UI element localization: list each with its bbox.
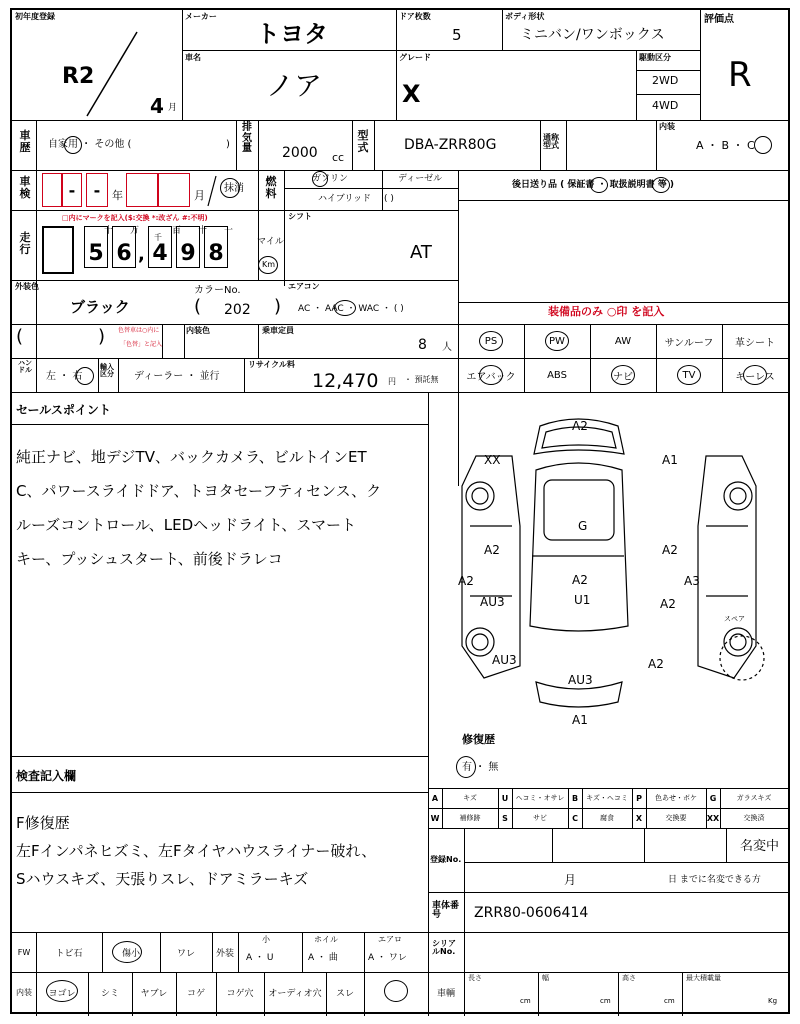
later-docs: 後日送り品 ( 保証書 ・ 取扱説明書 等 ) [512, 180, 675, 190]
sales-points-title: セールスポイント [16, 403, 111, 417]
mileage-digit-2: 5 [84, 226, 108, 268]
history-close: ) [226, 139, 230, 150]
color-number-value: 202 [224, 302, 251, 318]
int-item: ヤブレ [140, 988, 168, 999]
first-registration-era: R2 [62, 64, 95, 89]
length-unit: cm [520, 997, 531, 1005]
fw-item-circle [112, 941, 142, 963]
equipment-circle [743, 365, 767, 385]
sales-point-line: キー、プッシュスタート、前後ドラレコ [16, 550, 283, 568]
color-number-open: ( [194, 296, 202, 317]
legend-meaning: 腐食 [600, 814, 614, 822]
legend-meaning: 交換済 [743, 814, 765, 822]
diagram-label-front-left: XX [484, 453, 501, 467]
equipment-item: TV [682, 369, 696, 381]
inspection-dash1: - [68, 180, 76, 200]
maker-value: トヨタ [256, 20, 328, 48]
ext-small-label: 小 [262, 935, 270, 944]
int-item: スレ [335, 988, 354, 999]
first-registration-label: 初年度登録 [15, 12, 55, 21]
fw-label: FW [17, 947, 31, 957]
equipment-circle [545, 331, 569, 351]
sales-point-line: ルーズコントロール、LEDヘッドライト、スマート [16, 516, 357, 534]
inspection-year-box1 [62, 173, 82, 207]
mileage-digit-5: 9 [176, 226, 200, 268]
aero-label: エアロ [378, 935, 402, 944]
serial-label: シリアルNo. [432, 939, 456, 956]
diagram-label-left-rear-door: AU3 [480, 595, 505, 609]
fuel-diesel: ディーゼル [398, 174, 443, 184]
inspection-year-unit: 年 [112, 189, 123, 202]
diagram-label-center2: U1 [574, 593, 591, 607]
diagram-label-front-right: A1 [662, 453, 678, 467]
legend-code: W [430, 813, 440, 823]
drive-4wd: 4WD [652, 99, 679, 112]
height-unit: cm [664, 997, 675, 1005]
int-item: シミ [100, 988, 119, 999]
spare-tire [720, 636, 764, 680]
inspection-notes-title: 検査記入欄 [16, 769, 77, 783]
shift-label: シフト [288, 212, 312, 221]
right-front-wheel [724, 482, 752, 510]
aircon-label: エアコン [288, 282, 320, 291]
chassis-number: ZRR80-0606414 [474, 905, 589, 921]
repair-yes-circle [456, 756, 476, 778]
inspection-expired: 抹消 [224, 183, 244, 194]
capacity-label: 乗車定員 [262, 326, 294, 335]
right-front-wheel-hub [730, 488, 746, 504]
legend-code: B [571, 793, 579, 803]
interior-grade-circle [754, 136, 772, 154]
car-damage-diagram [432, 396, 786, 730]
color-number-label: カラーNo. [194, 285, 241, 296]
registration-slash [82, 30, 142, 120]
right-rear-wheel [724, 628, 752, 656]
fw-item: トビ石 [55, 948, 83, 959]
registration-day-note: 日 までに名変できる方 [668, 875, 761, 885]
displacement-value: 2000 [282, 145, 318, 161]
legend-code: G [709, 793, 717, 803]
equipment-circle [677, 365, 701, 385]
mileage-comma: , [138, 244, 145, 265]
inspection-expired-circle [220, 178, 240, 198]
equipment-item: キーレス [735, 371, 775, 383]
name-change: 名変中 [740, 839, 780, 854]
interior-grade-value: A ・ B ・ C [696, 139, 755, 152]
left-rear-wheel-hub [472, 634, 488, 650]
left-side-outline [462, 453, 520, 678]
equipment-item: PW [549, 335, 565, 347]
color-change-note-1: 色替車は○内に [118, 327, 160, 334]
model-label: 型式 [357, 129, 369, 154]
recycle-label: リサイクル料 [248, 360, 295, 369]
history-private-circle [64, 136, 82, 154]
inspection-month-box2 [158, 173, 190, 207]
diagram-label-bottom: A1 [572, 713, 588, 727]
grade-value: X [402, 80, 421, 108]
mileage-note: □内にマークを記入($:交換 *:改ざん #:不明) [62, 214, 208, 222]
mileage-unit-man: 万 [130, 226, 140, 236]
equipment-item: PS [484, 335, 498, 347]
legend-meaning: 色あせ・ボケ [655, 794, 697, 802]
height-label: 高さ [622, 974, 636, 982]
fw-item: ワレ [176, 948, 195, 959]
ext-label: 外装 [215, 948, 234, 959]
legend-meaning: キズ [463, 794, 477, 802]
fw-item: 傷小 [121, 948, 140, 959]
mileage-unit-juu2: 十 [198, 226, 208, 236]
diagram-label-spare: スペア [724, 615, 745, 623]
diagram-label-center1: A2 [572, 573, 588, 587]
legend-meaning: ガラスキズ [736, 794, 772, 802]
import-label: 輸入区分 [100, 363, 114, 378]
maker-label: メーカー [185, 12, 217, 21]
diagram-label-left-side: A2 [458, 574, 474, 588]
exterior-color-value: ブラック [70, 298, 130, 316]
int-item: コゲ穴 [226, 988, 254, 999]
diagram-label-right-side: A3 [684, 574, 700, 588]
color-change-note-2: 「色替」と記入 [120, 341, 163, 348]
body-type-value: ミニバン/ワンボックス [520, 27, 665, 43]
car-name-value: ノア [266, 69, 323, 102]
diagram-label-left-rear: AU3 [492, 653, 517, 667]
history-options: 自家用 ・ その他 ( [48, 139, 132, 150]
inspection-label: 車検 [19, 175, 31, 200]
mileage-digit-4: 4 [148, 226, 172, 268]
legend-code: S [502, 813, 508, 823]
diagram-label-roof: G [578, 519, 588, 533]
recycle-value: 12,470 [312, 370, 379, 392]
displacement-label: 排気量 [242, 122, 252, 154]
equipment-title: 装備品のみ ○印 を記入 [548, 305, 665, 318]
mileage-label: 走行 [19, 231, 31, 256]
int-item: オーディオ穴 [268, 988, 322, 999]
ext-small-options: A ・ U [246, 953, 274, 963]
repair-history-options: 有 ・ 無 [462, 762, 499, 773]
capacity-unit: 人 [442, 342, 452, 353]
int-item: ヨゴレ [48, 988, 76, 999]
mileage-unit-10: 十 [104, 226, 114, 236]
fuel-gasoline: ガソリン [312, 174, 349, 184]
legend-code: XX [706, 813, 720, 823]
aero-options: A ・ ワレ [368, 953, 407, 963]
equipment-circle [611, 365, 635, 385]
mileage-digit-1 [42, 226, 74, 274]
chassis-label: 車体番号 [432, 901, 460, 920]
legend-code: P [636, 793, 642, 803]
inspection-dash2: - [93, 180, 101, 200]
common-model-label: 通称型式 [543, 133, 559, 150]
capacity-value: 8 [418, 337, 427, 353]
inspection-slash [206, 174, 218, 208]
handle-right-circle [76, 367, 94, 385]
aircon-aac-circle [334, 300, 356, 316]
inspection-month-unit: 月 [194, 189, 205, 202]
diagram-label-right-door: A2 [662, 543, 678, 557]
vehicle-dims-label: 車輌 [436, 988, 455, 999]
left-front-wheel-hub [472, 488, 488, 504]
max-load-label: 最大積載量 [686, 974, 721, 982]
month-unit: 月 [168, 103, 178, 113]
drive-2wd: 2WD [652, 74, 679, 87]
legend-meaning: サビ [533, 814, 547, 822]
load-unit: Kg [768, 997, 778, 1005]
equipment-item: エアバック [466, 371, 516, 383]
mileage-unit-ichi: 一 [224, 226, 234, 236]
auction-sheet [10, 8, 790, 1014]
int-scuff-circle [384, 980, 408, 1002]
diagram-label-top: A2 [572, 419, 588, 433]
inspection-note-line: Sハウスキズ、天張りスレ、ドアミラーキズ [16, 870, 309, 888]
wheel-options: A ・ 曲 [308, 953, 338, 963]
color-number-close: ) [274, 296, 282, 317]
registration-label: 登録No. [430, 855, 462, 864]
legend-code: U [501, 793, 509, 803]
exterior-color-label: 外装色 [15, 282, 39, 291]
mileage-digit-3: 6 [112, 226, 136, 268]
interior-color-label: 内装色 [186, 326, 210, 335]
inspection-era-box [42, 173, 62, 207]
mileage-unit-sen: 千 [154, 233, 162, 242]
legend-code: C [572, 813, 578, 823]
diagram-label-right-rear-door: A2 [660, 597, 676, 611]
doors-value: 5 [452, 26, 462, 44]
legend-meaning: キズ・ヘコミ [586, 794, 628, 802]
diagram-label-rear: AU3 [568, 673, 593, 687]
displacement-unit: cc [332, 151, 345, 164]
equipment-circle [479, 331, 503, 351]
equipment-item: ABS [547, 369, 567, 381]
repair-history-label: 修復歴 [462, 733, 495, 746]
equipment-item: AW [614, 335, 632, 347]
diagram-label-right-rear: A2 [648, 657, 664, 671]
mileage-km-circle [258, 256, 278, 274]
equipment-circle [479, 365, 503, 385]
score-label: 評価点 [704, 14, 734, 25]
width-label: 幅 [542, 974, 549, 982]
aircon-options: AC ・ AAC ・ WAC ・ ( ) [298, 304, 404, 314]
left-front-wheel [466, 482, 494, 510]
body-type-label: ボディ形状 [505, 12, 545, 21]
mileage-km: Km [262, 260, 276, 269]
docs-warranty-circle [590, 177, 608, 193]
mileage-unit-hyaku: 百 [172, 226, 182, 236]
doors-label: ドア枚数 [399, 12, 431, 21]
registration-month: 月 [564, 873, 577, 887]
legend-code: X [635, 813, 643, 823]
inspection-year-box2 [86, 173, 108, 207]
inspection-note-line: F修復歴 [16, 814, 70, 832]
inspection-month-box1 [126, 173, 158, 207]
sales-point-line: 純正ナビ、地デジTV、バックカメラ、ビルトインET [16, 448, 367, 466]
legend-meaning: 交換要 [665, 814, 687, 822]
wheel-label: ホイル [314, 935, 338, 944]
recycle-deposit: ・ 預託無 [404, 375, 439, 384]
length-label: 長さ [468, 974, 482, 982]
inspection-note-line: 左Fインパネヒズミ、左Fタイヤハウスライナー破れ、 [16, 842, 377, 860]
docs-manual-circle [652, 177, 670, 193]
int-label: 内装 [16, 987, 32, 997]
mileage-mile: マイル [257, 237, 284, 247]
fuel-label: 燃料 [265, 175, 277, 200]
interior-grade-label: 内装 [659, 122, 675, 131]
score-value: R [728, 55, 752, 95]
legend-meaning: 補修跡 [459, 814, 481, 822]
first-registration-month: 4 [150, 94, 164, 118]
legend-meaning: ヘコミ・オサレ [515, 794, 565, 802]
legend-code: A [431, 793, 439, 803]
width-unit: cm [600, 997, 611, 1005]
int-dirt-circle [46, 980, 78, 1002]
diagram-label-left-door: A2 [484, 543, 500, 557]
car-name-label: 車名 [185, 53, 201, 62]
interior-color-open: ( [16, 326, 24, 347]
int-item: コゲ [186, 988, 205, 999]
shift-value: AT [410, 242, 432, 263]
fuel-hybrid: ハイブリッド [318, 194, 372, 204]
equipment-item: サンルーフ [664, 337, 714, 349]
recycle-yen: 円 [388, 377, 396, 386]
interior-color-close: ) [98, 326, 106, 347]
right-side-outline [698, 456, 756, 678]
handle-options: 左 ・ 右 [46, 371, 83, 382]
equipment-item: ナビ [613, 371, 633, 383]
drive-label: 駆動区分 [639, 53, 671, 62]
import-options: ディーラー ・ 並行 [134, 371, 220, 382]
fuel-gasoline-circle [312, 171, 328, 187]
model-value: DBA-ZRR80G [404, 137, 497, 153]
equipment-item: 革シート [735, 337, 775, 349]
fuel-hybrid-paren: ( ) [384, 194, 394, 204]
handle-label: ハンドル [18, 359, 32, 375]
history-label: 車歴 [19, 129, 31, 154]
sales-point-line: C、パワースライドドア、トヨタセーフティセンス、ク [16, 482, 382, 500]
grade-label: グレード [399, 53, 431, 62]
mileage-digit-6: 8 [204, 226, 228, 268]
left-rear-wheel [466, 628, 494, 656]
